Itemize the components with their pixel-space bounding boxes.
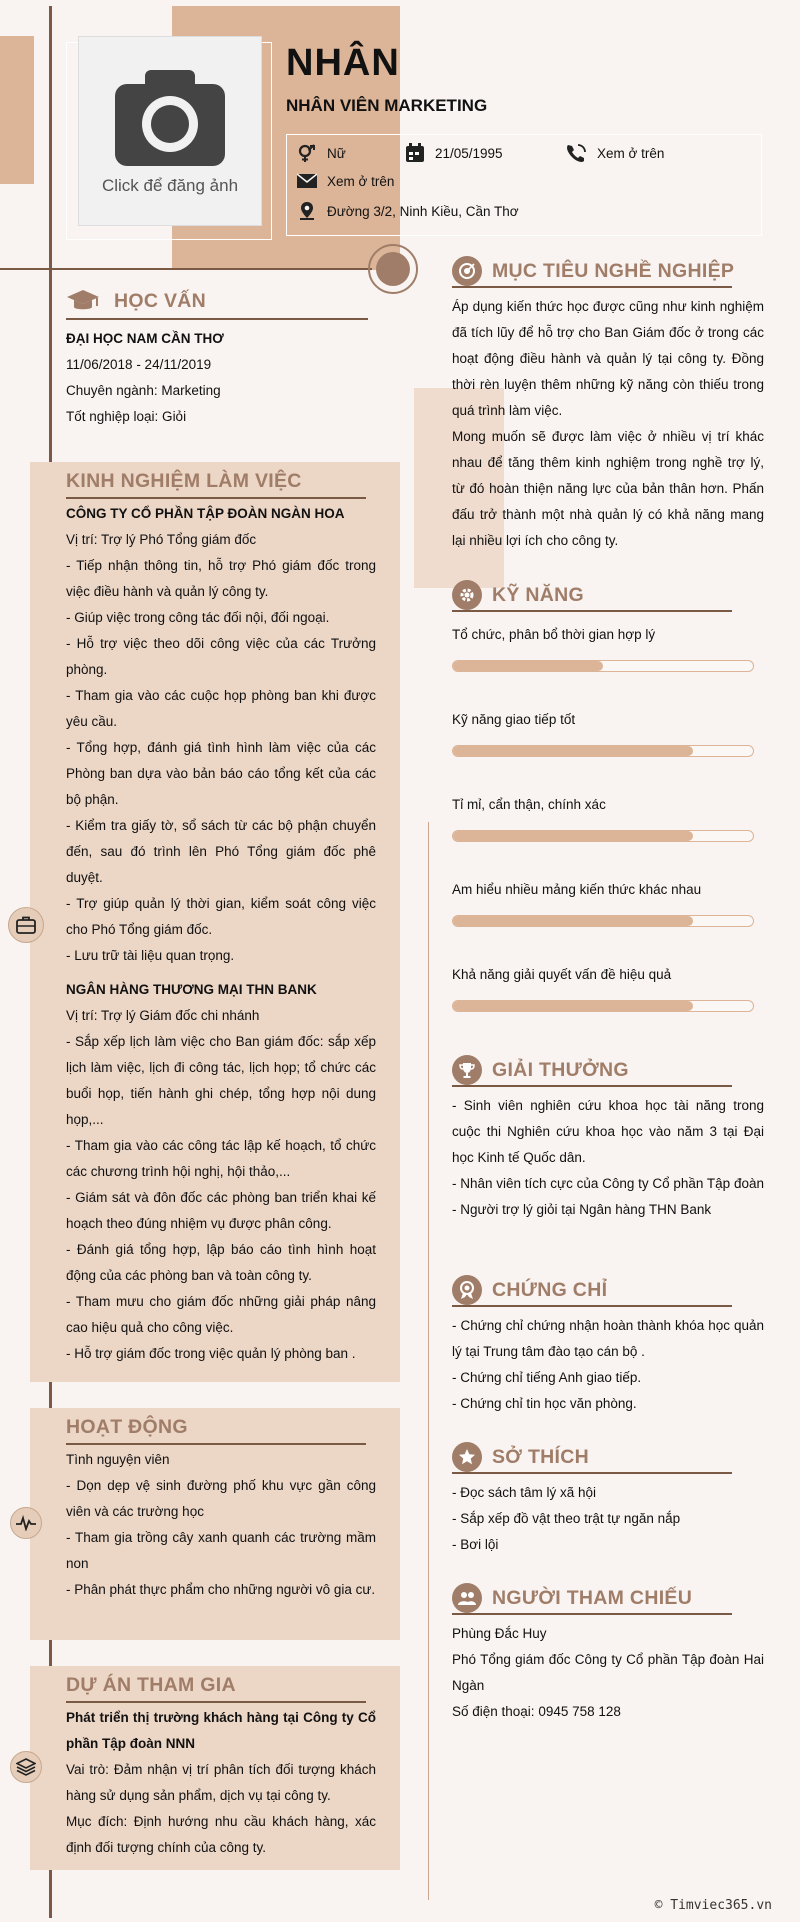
project-name: Phát triển thị trường khách hàng tại Công ty Cổ phần Tập đoàn NNN [66,1710,376,1751]
hobbies-title: SỞ THÍCH [492,1445,590,1468]
experience-side-badge [8,907,44,943]
objective-paragraph: Mong muốn sẽ được làm việc ở nhiều vị trí khác nhau để tăng thêm kinh nghiệm trong nghề trợ lý, từ đó hoàn thiện năng lực của bản thân hơn. Phấn đấu trở thành một nhà quản lý có khả năng mang lại nhiều lợi ích cho công ty. [452,429,764,548]
medal-icon [452,1275,482,1305]
education-underline [66,318,368,320]
awards-underline [452,1085,732,1087]
references-title: NGƯỜI THAM CHIẾU [492,1586,693,1609]
skill-level-bar [452,660,754,672]
skill-level-fill [453,661,603,671]
hobby-item: - Sắp xếp đồ vật theo trật tự ngăn nắp [452,1511,681,1526]
job-task: - Trợ giúp quản lý thời gian, kiểm soát công việc cho Phó Tổng giám đốc. [66,896,376,937]
skill-name: Tổ chức, phân bổ thời gian hợp lý [452,627,656,642]
activities-side-badge [10,1507,42,1539]
experience-underline [66,497,366,499]
job-task: - Giám sát và đôn đốc các phòng ban triển khai kế hoạch theo đúng nhiệm vụ được phân công. [66,1190,376,1231]
skill-level-fill [453,746,693,756]
camera-icon [111,66,229,170]
candidate-name: NHÂN [286,42,400,84]
skill-level-bar [452,830,754,842]
reference-phone: Số điện thoại: 0945 758 128 [452,1704,621,1719]
contact-info-box [286,134,762,236]
certificate-item: - Chứng chỉ chứng nhận hoàn thành khóa học quản lý tại Trung tâm đào tạo cán bộ . [452,1318,764,1359]
certificates-title: CHỨNG CHỈ [492,1278,608,1301]
awards-title: GIẢI THƯỞNG [492,1058,629,1081]
layers-icon [16,1758,36,1776]
job-task: - Sắp xếp lịch làm việc cho Ban giám đốc: sắp xếp lịch làm việc, lịch đi công tác, lịch họp; tổ chức các buổi họp, tiến hành ghi chép, tổng hợp nội dung họp,... [66,1034,376,1127]
activity-item: - Phân phát thực phẩm cho những người vô gia cư. [66,1582,376,1597]
objective-section [452,256,764,554]
objective-paragraph: Áp dụng kiến thức học được cũng như kinh nghiệm đã tích lũy để hỗ trợ cho Ban Giám đốc ở trong các hoạt động điều hành và quản lý tại công ty. Đồng thời rèn luyện thêm những kỹ năng còn thiếu trong quá trình làm việc. [452,299,764,418]
projects-side-badge [10,1751,42,1783]
job-task: - Tham mưu cho giám đốc những giải pháp nâng cao hiệu quả cho công việc. [66,1294,376,1335]
skill-name: Am hiểu nhiều mảng kiến thức khác nhau [452,882,702,897]
education-section [66,288,368,430]
gender-row [297,143,346,163]
objective-title: MỤC TIÊU NGHỀ NGHIỆP [492,259,735,282]
experience-title: KINH NGHIỆM LÀM VIỆC [66,470,302,492]
left-decor-block [0,36,34,184]
hobby-item: - Đọc sách tâm lý xã hội [452,1485,597,1500]
job-task: - Đánh giá tổng hợp, lập báo cáo tình hình hoạt động của các phòng ban và toàn công ty. [66,1242,376,1283]
certificates-section [452,1275,764,1417]
awards-section [452,1055,764,1223]
skills-title: KỸ NĂNG [492,583,585,606]
job-task: - Lưu trữ tài liệu quan trọng. [66,948,235,963]
gear-icon [452,580,482,610]
job-position: Vị trí: Trợ lý Giám đốc chi nhánh [66,1008,260,1023]
activities-underline [66,1443,366,1445]
job-title: NHÂN VIÊN MARKETING [286,96,488,115]
header-circle-fill [376,252,410,286]
skill-level-fill [453,831,693,841]
skill-level-bar [452,1000,754,1012]
skill-level-fill [453,916,693,926]
skill-level-bar [452,915,754,927]
hobbies-section [452,1442,764,1558]
objective-underline [452,286,732,288]
skill-name: Tỉ mỉ, cẩn thận, chính xác [452,797,606,812]
skills-underline [452,610,732,612]
references-section [452,1583,764,1725]
skill-name: Kỹ năng giao tiếp tốt [452,712,576,727]
award-item: - Sinh viên nghiên cứu khoa học tài năng trong cuộc thi Nghiên cứu khoa học vào năm 3 tại Đại học Kinh tế Quốc dân. [452,1098,764,1165]
footer-copyright: © Timviec365.vn [654,1898,772,1913]
references-underline [452,1613,732,1615]
trophy-icon [452,1055,482,1085]
activities-title: HOẠT ĐỘNG [66,1416,188,1438]
activity-item: - Dọn dẹp vệ sinh đường phố khu vực gần công viên và các trường học [66,1478,376,1519]
star-icon [452,1442,482,1472]
job-company: NGÂN HÀNG THƯƠNG MẠI THN BANK [66,982,317,997]
job-task: - Kiểm tra giấy tờ, sổ sách từ các bộ phận chuyển đến, sau đó trình lên Phó Tổng giám đốc phê duyệt. [66,818,376,885]
certificates-underline [452,1305,732,1307]
job-task: - Giúp việc trong công tác đối nội, đối ngoại. [66,610,330,625]
project-purpose: Mục đích: Định hướng nhu cầu khách hàng, xác định đối tượng chính của công ty. [66,1814,376,1855]
hobby-item: - Bơi lội [452,1537,499,1552]
photo-upload[interactable] [78,36,262,226]
job-task: - Tham gia vào các công tác lập kế hoạch, tổ chức các chương trình hội nghị, hội thảo,... [66,1138,376,1179]
activity-item: - Tham gia trồng cây xanh quanh các trường mầm non [66,1530,376,1571]
address-value: Đường 3/2, Ninh Kiều, Cần Thơ [327,203,519,219]
gender-value: Nữ [327,145,346,161]
projects-section [66,1674,376,1861]
phone-icon [565,143,587,163]
activities-section [66,1416,376,1603]
education-dates: 11/06/2018 - 24/11/2019 [66,357,212,372]
people-icon [452,1583,482,1613]
right-vertical-line [428,822,429,1900]
job-task: - Hỗ trợ giám đốc trong việc quản lý phòng ban . [66,1346,356,1361]
education-title: HỌC VẤN [114,289,207,312]
job-position: Vị trí: Trợ lý Phó Tổng giám đốc [66,532,257,547]
target-icon [452,256,482,286]
skill-level-fill [453,1001,693,1011]
phone-row [565,143,664,163]
job-task: - Tổng hợp, đánh giá tình hình làm việc của các Phòng ban dựa vào bản báo cáo tổng kết của các bộ phận. [66,740,376,807]
education-school: ĐẠI HỌC NAM CẦN THƠ [66,331,224,346]
certificate-item: - Chứng chỉ tin học văn phòng. [452,1396,637,1411]
job-company: CÔNG TY CỔ PHẦN TẬP ĐOÀN NGÀN HOA [66,506,345,521]
job-task: - Tiếp nhận thông tin, hỗ trợ Phó giám đốc trong việc điều hành và quản lý công ty. [66,558,376,599]
location-pin-icon [297,201,317,221]
activity-role: Tình nguyện viên [66,1452,170,1467]
birthday-row [405,143,503,163]
projects-underline [66,1701,366,1703]
project-role: Vai trò: Đảm nhận vị trí phân tích đối tượng khách hàng sử dụng sản phẩm, dịch vụ tại công ty. [66,1762,376,1803]
award-item: - Nhân viên tích cực của Công ty Cổ phần Tập đoàn [452,1176,764,1191]
envelope-icon [297,173,317,189]
pulse-icon [16,1515,36,1531]
certificate-item: - Chứng chỉ tiếng Anh giao tiếp. [452,1370,642,1385]
reference-position: Phó Tổng giám đốc Công ty Cổ phần Tập đoàn Hai Ngàn [452,1652,764,1693]
calendar-icon [405,143,425,163]
experience-section [66,470,376,1367]
phone-value: Xem ở trên [597,145,665,161]
award-item: - Người trợ lý giỏi tại Ngân hàng THN Bank [452,1202,712,1217]
graduation-cap-icon [66,288,100,314]
reference-name: Phùng Đắc Huy [452,1626,547,1641]
education-grade: Tốt nghiệp loại: Giỏi [66,409,187,424]
briefcase-icon [16,916,36,934]
hobbies-underline [452,1472,732,1474]
email-value: Xem ở trên [327,173,395,189]
skill-name: Khả năng giải quyết vấn đề hiệu quả [452,967,672,982]
email-row [297,173,394,189]
gender-icon [297,143,317,163]
birthday-value: 21/05/1995 [435,145,503,161]
education-major: Chuyên ngành: Marketing [66,383,221,398]
skill-level-bar [452,745,754,757]
job-task: - Tham gia vào các cuộc họp phòng ban khi được yêu cầu. [66,688,376,729]
projects-title: DỰ ÁN THAM GIA [66,1674,236,1696]
skills-section [452,580,764,612]
header-divider [0,268,372,270]
job-task: - Hỗ trợ việc theo dõi công việc của các Trưởng phòng. [66,636,376,677]
address-row [297,201,519,221]
photo-caption: Click để đăng ảnh [101,176,239,195]
